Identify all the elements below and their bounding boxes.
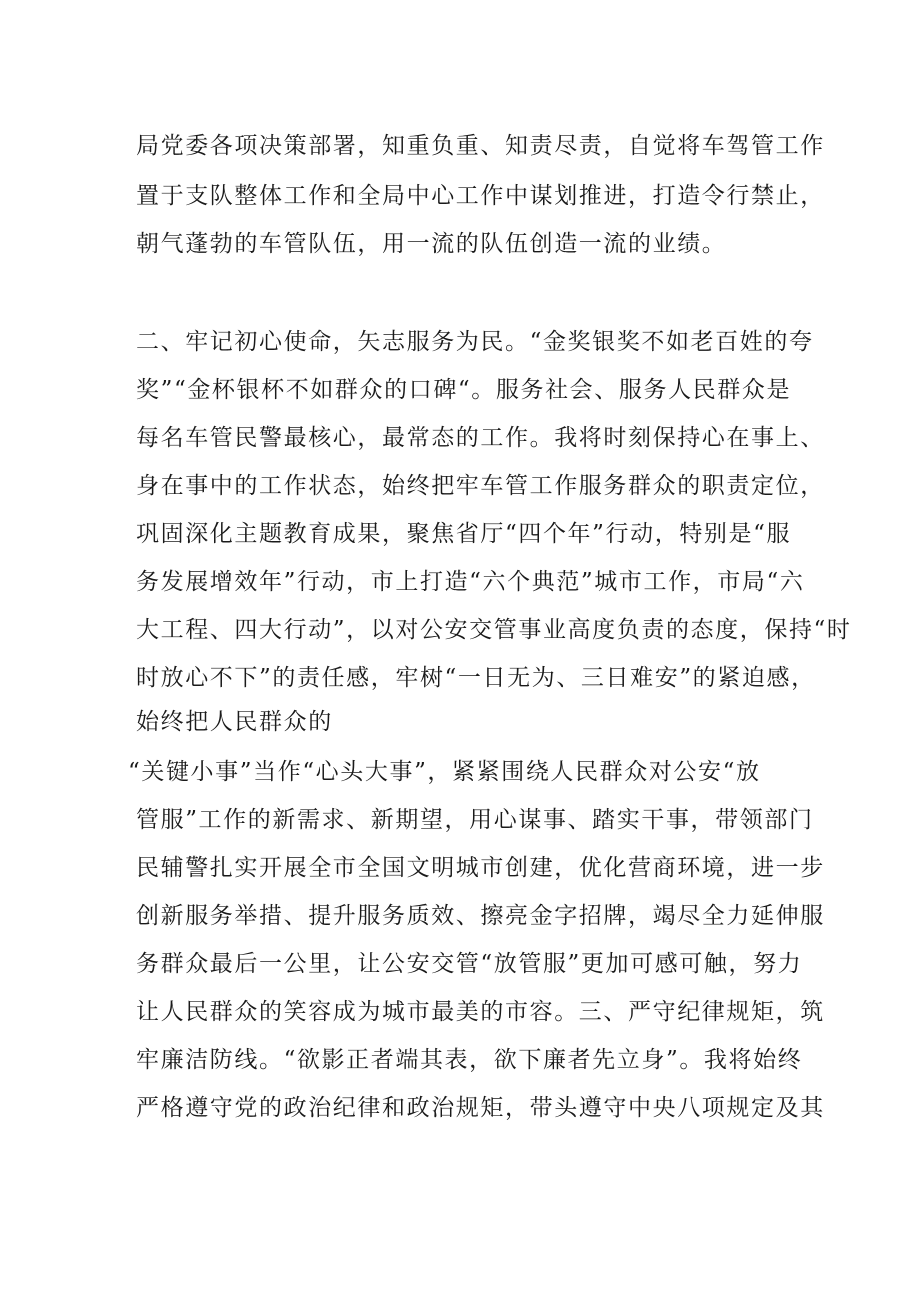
text-line: 创新服务举措、提升服务质效、擦亮金字招牌，竭尽全力延伸服 <box>136 903 825 929</box>
text-line: 身在事中的工作状态，始终把牢车管工作服务群众的职责定位， <box>136 473 825 499</box>
text-line: 二、牢记初心使命，矢志服务为民。“金奖银奖不如老百姓的夸 <box>136 329 814 355</box>
text-line: 民辅警扎实开展全市全国文明城市创建，优化营商环境，进一步 <box>136 855 825 881</box>
text-line: 时放心不下”的责任感，牢树“一日无为、三日难安”的紧迫感， <box>136 665 816 691</box>
text-line: 严格遵守党的政治纪律和政治规矩，带头遵守中央八项规定及其 <box>136 1095 825 1121</box>
text-line: 务发展增效年”行动，市上打造“六个典范”城市工作，市局“六 <box>136 569 805 595</box>
text-line: 牢廉洁防线。“欲影正者端其表，欲下廉者先立身”。我将始终 <box>136 1047 803 1073</box>
text-line: 大工程、四大行动”，以对公安交管事业高度负责的态度，保持“时 <box>136 617 852 643</box>
text-line: “关键小事”当作“心头大事”，紧紧围绕人民群众对公安“放 <box>128 759 761 785</box>
text-line: 始终把人民群众的 <box>136 709 333 735</box>
text-line: 务群众最后一公里，让公安交管“放管服”更加可感可触，努力 <box>136 951 803 977</box>
text-line: 管服”工作的新需求、新期望，用心谋事、踏实干事，带领部门 <box>136 807 814 833</box>
text-line: 置于支队整体工作和全局中心工作中谋划推进，打造令行禁止， <box>136 183 825 209</box>
text-line: 巩固深化主题教育成果，聚焦省厅“四个年”行动，特别是“服 <box>136 521 792 547</box>
text-line: 让人民群众的笑容成为城市最美的市容。三、严守纪律规矩，筑 <box>136 999 825 1025</box>
text-line: 每名车管民警最核心，最常态的工作。我将时刻保持心在事上、 <box>136 425 825 451</box>
text-line: 奖”“金杯银杯不如群众的口碑“。服务社会、服务人民群众是 <box>136 377 792 403</box>
text-line: 朝气蓬勃的车管队伍，用一流的队伍创造一流的业绩。 <box>136 231 727 257</box>
text-line: 局党委各项决策部署，知重负重、知责尽责，自觉将车驾管工作 <box>136 133 825 159</box>
